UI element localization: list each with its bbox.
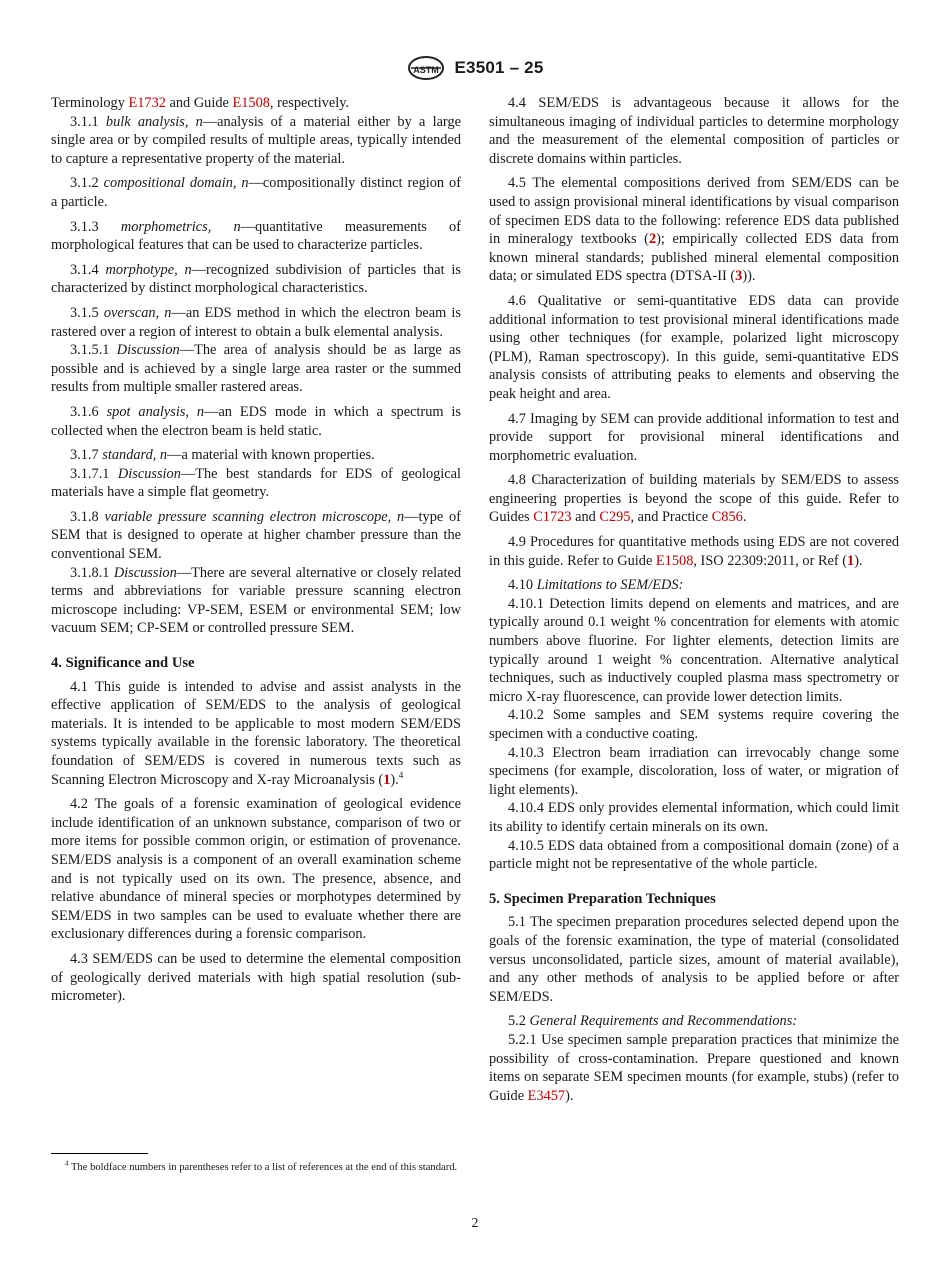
footnote: $^4$ The boldface numbers in parentheses refer to a list of references at the end of this standard. [65,1159,458,1173]
citation-link-1[interactable]: 1 [847,552,855,569]
ref-link-c295[interactable]: C295 [599,509,631,526]
footnote-marker[interactable]: 4 [398,769,404,780]
svg-text:ASTM: ASTM [412,65,439,75]
paragraph-4-8: 4.8 Characterization of building materials by SEM/EDS to assess engineering properties is beyond the scope of this guide. Refer to Guides C1723 and C295, and Practice C856. [489,472,899,526]
definition-3-1-3: 3.1.3 morphometrics, n—quantitative measurements of morphological features that can be used to characterize particles. [51,218,461,254]
paragraph-4-10-2: 4.10.2 Some samples and SEM systems require covering the specimen with a conductive coating. [489,707,899,742]
paragraph-4-10-1: 4.10.1 Detection limits depend on elements and matrices, and are typically around 0.1 weight % concentration for elements with atomic numbers above fluorine. For lighter elements, detection limits are typically around 1 weight % concentration. Alternative analytical techniques, such as inductively coupled plasma mass spectrometry or micro X-ray fluorescence, can provide lower detection limits. [489,595,899,705]
paragraph-4-6: 4.6 Qualitative or semi-quantitative EDS data can provide additional information to test provisional mineral identifications made using other techniques (for example, polarized light microscopy (PLM), Raman spectroscopy). In this guide, semi-quantitative EDS analysis consists of attributing peaks to elements and observing the peak height and area. [489,292,899,402]
left-column [51,94,461,1006]
discussion-3-1-7-1: 3.1.7.1 Discussion—The best standards for EDS of geological materials have a simple flat geometry. [51,465,462,501]
paragraph-4-10-5: 4.10.5 EDS data obtained from a compositional domain (zone) of a particle might not be representative of the whole particle. [489,837,899,873]
paragraph-4-9: 4.9 Procedures for quantitative methods using EDS are not covered in this guide. Refer to Guide E1508, ISO 22309:2011, or Ref (1). [489,534,899,569]
paragraph-4-3: 4.3 SEM/EDS can be used to determine the elemental composition of geologically derived materials with high spatial resolution (sub-micrometer). [51,950,461,1005]
ref-link-c856[interactable]: C856 [711,509,743,526]
ref-link-c1723[interactable]: C1723 [533,509,572,526]
paragraph-4-5: 4.5 The elemental compositions derived from SEM/EDS can be used to assign provisional mineral identifications by visual comparison of specimen EDS data to the following: reference EDS data published in mineralogy textbooks (2); empirically collected EDS data from known mineral standards; published mineral elemental composition data; or simulated EDS spectra (DTSA-II (3)). [489,175,899,285]
footnote-divider [51,1153,148,1154]
definition-3-1-4: 3.1.4 morphotype, n—recognized subdivision of particles that is characterized by distinct morphological characteristics. [51,261,461,297]
right-column [489,94,899,1105]
ref-link-e3457[interactable]: E3457 [527,1087,566,1104]
paragraph-4-10-4: 4.10.4 EDS only provides elemental information, which could limit its ability to identify certain minerals on its own. [489,800,899,835]
definition-3-1-8: 3.1.8 variable pressure scanning electron microscope, n—type of SEM that is designed to operate at higher chamber pressure than the conventional SEM. [51,508,461,563]
discussion-3-1-5-1: 3.1.5.1 Discussion—The area of analysis should be as large as possible and is achieved by a single large area raster or the summed results from multiple smaller rastered areas. [51,342,462,396]
citation-link-2[interactable]: 2 [648,231,657,248]
citation-link-1[interactable]: 1 [383,771,391,788]
ref-link-e1508[interactable]: E1508 [655,552,694,569]
definition-3-1-7: 3.1.7 standard, n—a material with known properties. [70,447,375,464]
ref-link-e1508[interactable]: E1508 [232,95,270,111]
paragraph-5-2: 5.2 General Requirements and Recommendations: [508,1013,798,1030]
paragraph-intro: Terminology E1732 and Guide E1508, respectively. [51,95,350,111]
paragraph-4-4: 4.4 SEM/EDS is advantageous because it allows for the simultaneous imaging of individual particles to determine morphology and the measurement of the elemental composition of particles or discrete domains within particles. [489,95,899,167]
section-heading-5: 5. Specimen Preparation Techniques [489,890,716,907]
astm-logo-icon [407,56,445,80]
paragraph-5-2-1: 5.2.1 Use specimen sample preparation practices that minimize the possibility of cross-contamination. Prepare questioned and known items on separate SEM specimen mounts (for example, stubs) (refer to Guide E3457). [489,1031,899,1104]
paragraph-4-2: 4.2 The goals of a forensic examination of geological evidence include identification of an unknown substance, comparison of two or more items for possible common origin, or estimation of provenance. SEM/EDS analysis is a component of an overall examination scheme and is not typically used on its own. The presence, absence, and relative abundance of mineral species or morphotypes determined by SEM/EDS in two samples can be used to evaluate whether there are exclusionary differences during a forensic comparison. [51,796,461,943]
definition-3-1-2: 3.1.2 compositional domain, n—compositionally distinct region of a particle. [51,175,461,210]
paragraph-4-7: 4.7 Imaging by SEM can provide additional information to test and provide support for provisional mineral identifications and morphometric evaluation. [489,410,899,464]
citation-link-3[interactable]: 3 [735,268,743,285]
paragraph-4-10-3: 4.10.3 Electron beam irradiation can irrevocably change some specimens (for example, discoloration, loss of water, or migration of light elements). [489,744,899,798]
ref-link-e1732[interactable]: E1732 [128,95,166,111]
paragraph-4-1: 4.1 This guide is intended to advise and assist analysts in the effective application of SEM/EDS to the analysis of geological materials. It is intended to be applicable to most modern SEM/EDS systems typically available in the forensic laboratory. The theoretical foundation of SEM/EDS is covered in numerous texts such as Scanning Electron Microscopy and X-ray Microanalysis (1).$^4$ [51,678,461,788]
page-number: 2 [471,1216,479,1231]
definition-3-1-5: 3.1.5 overscan, n—an EDS method in which the electron beam is rastered over a region of interest to obtain a bulk elemental analysis. [51,304,462,340]
page-header [0,56,950,82]
document-id: E3501 – 25 [454,58,544,77]
discussion-3-1-8-1: 3.1.8.1 Discussion—There are several alternative or closely related terms and abbreviations for variable pressure scanning electron microscope including: VP-SEM, ESEM or environmental SEM; low vacuum SEM; CP-SEM or controlled pressure SEM. [51,564,461,637]
definition-3-1-1: 3.1.1 bulk analysis, n—analysis of a material either by a large single area or by compiled results of multiple areas, typically intended to capture a representative property of the material. [51,113,461,167]
paragraph-4-10: 4.10 Limitations to SEM/EDS: [508,577,684,594]
paragraph-5-1: 5.1 The specimen preparation procedures selected depend upon the goals of the forensic examination, the type of material (consolidated versus unconsolidated, particle sizes, amount of material available), and any other methods of analysis to be applied before or after SEM/EDS. [489,914,899,1005]
definition-3-1-6: 3.1.6 spot analysis, n—an EDS mode in which a spectrum is collected when the electron beam is held static. [51,403,461,439]
section-heading-4: 4. Significance and Use [51,655,195,672]
